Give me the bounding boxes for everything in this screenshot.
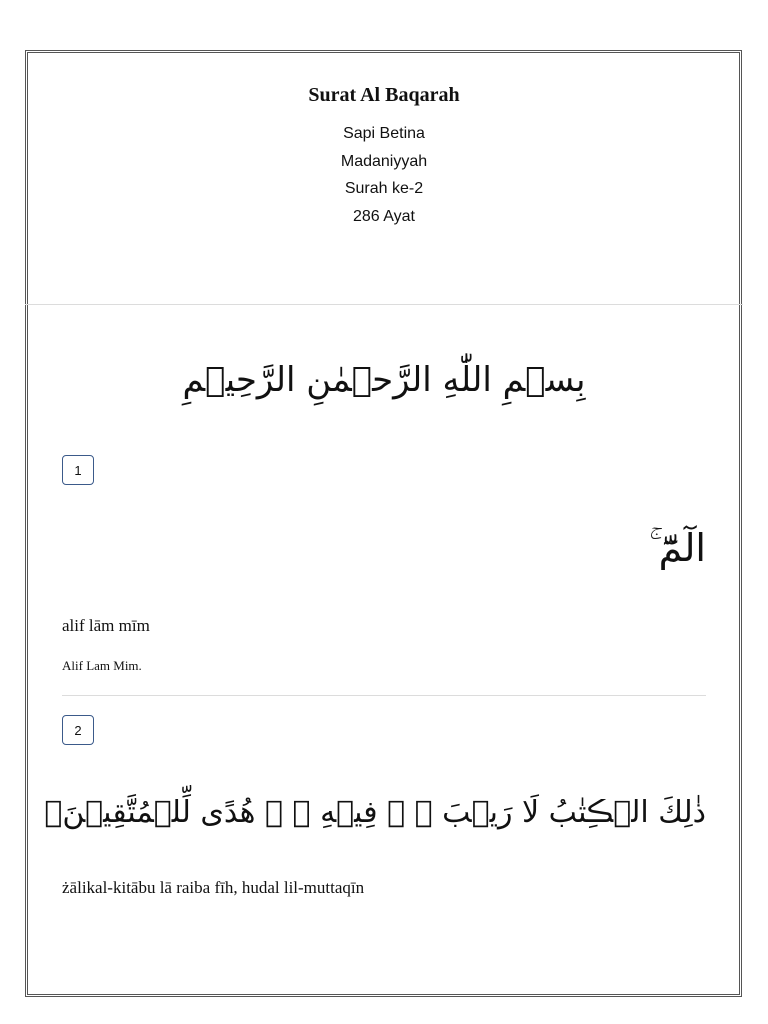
ayah-number-badge[interactable]: 1 — [62, 455, 94, 485]
surah-meaning: Sapi Betina — [343, 125, 425, 142]
surah-title: Surat Al Baqarah — [308, 84, 460, 106]
ayah-2-latin-row — [62, 877, 706, 899]
basmala: بِسۡمِ اللّٰهِ الرَّحۡمٰنِ الرَّحِيۡمِ — [182, 360, 586, 400]
ayah-2-arabic-row — [44, 786, 706, 840]
ayah-divider — [62, 695, 706, 696]
ayah-arabic-text: ذٰلِكَ الۡڪِتٰبُ لَا رَيۡبَ ۛ ۚ فِيۡهِ ۛ ۚ هُدًى لِّلۡمُتَّقِيۡنَۙ — [44, 795, 706, 830]
ayah-1-translation-row — [62, 657, 706, 675]
header-divider — [25, 304, 743, 305]
ayah-translation: Alif Lam Mim. — [62, 658, 142, 673]
ayah-transliteration: żālikal-kitābu lā raiba fīh, hudal lil-muttaqīn — [62, 878, 365, 897]
ayah-1-arabic-row — [62, 520, 706, 576]
ayah-1-latin-row — [62, 615, 706, 637]
surah-header — [0, 82, 768, 230]
surah-verse-count: 286 Ayat — [353, 207, 415, 225]
surah-meta — [0, 120, 768, 230]
ayah-transliteration: alif lām mīm — [62, 616, 150, 635]
ayah-2 — [62, 715, 706, 745]
surah-order: Surah ke-2 — [344, 180, 424, 197]
ayah-arabic-text: الٓمّٓ ۚ — [649, 526, 706, 570]
ayah-number-badge[interactable]: 2 — [62, 715, 94, 745]
surah-revelation-type: Madaniyyah — [340, 152, 428, 170]
ayah-1 — [62, 455, 706, 485]
